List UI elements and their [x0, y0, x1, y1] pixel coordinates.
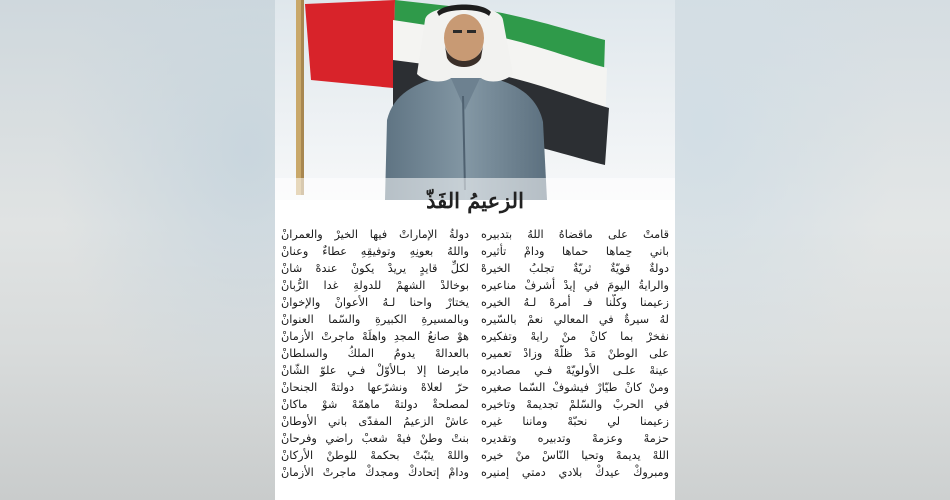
- portrait-illustration: [275, 0, 675, 200]
- verse-first-hemistich: عينهْ علـى الأولويّهْ فـي مصاديره: [481, 364, 669, 377]
- verse-first-hemistich: ومبروكْ عيدكْ بلادي دمتي إمنيره: [481, 466, 669, 479]
- verse-line: [281, 362, 669, 379]
- verse-first-hemistich: على الوطنْ مَدْ ظلّهْ وزادْ تعميره: [481, 347, 669, 360]
- poem-title: الزعيمُ الفَذّ: [426, 188, 524, 213]
- blurred-background-right: [675, 0, 950, 500]
- verse-second-hemistich: ودامْ إتحادكْ ومجدكْ ماجرتْ الأزمانْ: [281, 466, 469, 479]
- verse-second-hemistich: بوخالدْ الشهمْ للدولةِ غدا الرُّبانْ: [281, 279, 469, 292]
- verse-line: [281, 328, 669, 345]
- verse-second-hemistich: بالعدالهْ يدومُ الملكُ والسلطانْ: [281, 347, 469, 360]
- verse-second-hemistich: حرّ لعلاهْ ونشرّعها دولتهْ الجنحانْ: [281, 381, 469, 394]
- verse-first-hemistich: ومنْ كانْ طيّارْ فيشوفْ السّما صغيره: [481, 381, 669, 394]
- poem-poster: [275, 0, 675, 500]
- verse-second-hemistich: عاشْ الزعيمُ المفدّى باني الأوطانْ: [281, 415, 469, 428]
- verse-line: [281, 311, 669, 328]
- verse-first-hemistich: زعيمنا لي نحبّهْ وماننا غيره: [481, 415, 669, 428]
- flag-pole: [296, 0, 304, 195]
- verse-line: [281, 226, 669, 243]
- verse-second-hemistich: لمصلحةْ دولتهْ ماهمّهْ شوْ ماكانْ: [281, 398, 469, 411]
- verse-first-hemistich: والرايةُ اليومَ في إيدْ أشرفْ مناعيره: [481, 279, 669, 292]
- verse-first-hemistich: لهُ سيرةٌ في المعالي نعمْ بالسّيره: [481, 313, 669, 326]
- verse-second-hemistich: لكلِّ قايدٍ يريدْ يكونْ عندهْ شانْ: [281, 262, 469, 275]
- verse-second-hemistich: يختارْ واحنا لـهُ الأعوانْ والإخوانْ: [281, 296, 469, 309]
- verse-line: [281, 243, 669, 260]
- verse-first-hemistich: زعيمنا وكلُّنا فـ أمرهْ لـهُ الخيره: [481, 296, 669, 309]
- verse-line: [281, 413, 669, 430]
- verse-line: [281, 345, 669, 362]
- verse-first-hemistich: قامتْ على ماقضاهُ اللهُ بتدبيره: [481, 228, 669, 241]
- verse-second-hemistich: مايرضا إلا بـالأوّلْ فـي علوّ الشّانْ: [281, 364, 469, 377]
- verse-line: [281, 277, 669, 294]
- verse-second-hemistich: هوْ صانعُ المجدِ واهلَهْ ماجرتْ الأزمانْ: [281, 330, 469, 343]
- blurred-background-left: [0, 0, 275, 500]
- verse-first-hemistich: حزمهْ وعزمهْ وتدبيره وتقديره: [481, 432, 669, 445]
- verse-line: [281, 396, 669, 413]
- verse-line: [281, 464, 669, 481]
- verse-line: [281, 430, 669, 447]
- verse-line: [281, 447, 669, 464]
- verse-first-hemistich: اللهْ يديمهْ وتحيا النّاسْ منْ خيره: [481, 449, 669, 462]
- verse-line: [281, 294, 669, 311]
- verse-second-hemistich: واللهُ بعونِهِ وتوفيقِهِ عطاءٌ وعنانْ: [281, 245, 469, 258]
- poem-body: [281, 226, 669, 498]
- verse-first-hemistich: باني حِماها حماها ودامْ تأثيره: [481, 245, 669, 258]
- verse-second-hemistich: بنتْ وطنْ فيهْ شعبْ راضي وفرحانْ: [281, 432, 469, 445]
- verse-second-hemistich: دولةُ الإماراتْ فيها الخيرْ والعمرانْ: [281, 228, 469, 241]
- verse-second-hemistich: واللهْ يثبّتْ بحكمهْ للوطنْ الأركانْ: [281, 449, 469, 462]
- verse-second-hemistich: وبالمسيرةِ الكبيرةِ والسّما العنوانْ: [281, 313, 469, 326]
- verse-first-hemistich: في الحربْ والسّلمْ تجديمهْ وتاخيره: [481, 398, 669, 411]
- verse-first-hemistich: نفخرْ بما كانْ منْ رايهْ وتفكيره: [481, 330, 669, 343]
- verse-line: [281, 379, 669, 396]
- verse-line: [281, 260, 669, 277]
- verse-first-hemistich: دولةٌ قويّةٌ ثريّةٌ تجلبُ الخيرهْ: [481, 262, 669, 275]
